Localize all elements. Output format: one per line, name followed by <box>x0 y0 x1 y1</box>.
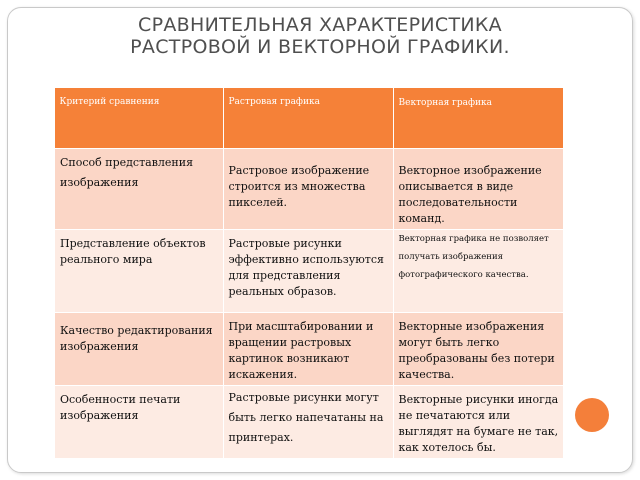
table-cell: Векторные рисунки иногда не печатаются или выглядят на бумаге не так, как хотелось бы. <box>393 386 563 459</box>
header-criterion: Критерий сравнения <box>54 88 223 149</box>
title-line-2: РАСТРОВОЙ И ВЕКТОРНОЙ ГРАФИКИ. <box>130 36 510 58</box>
table-cell: При масштабировании и вращении растровых картинок возникают искажения. <box>223 313 393 386</box>
title-line-1: СРАВНИТЕЛЬНАЯ ХАРАКТЕРИСТИКА <box>138 14 502 36</box>
table-row <box>54 149 563 230</box>
orange-circle-decoration <box>575 398 609 432</box>
table-cell: Растровое изображение строится из множества пикселей. <box>223 149 393 230</box>
table-header-row <box>54 88 563 149</box>
table-cell: Векторное изображение описывается в виде последовательности команд. <box>393 149 563 230</box>
table-row <box>54 386 563 459</box>
table-cell: Способ представления изображения <box>54 149 223 230</box>
table-row <box>54 230 563 313</box>
table-cell: Растровые рисунки могут быть легко напечатаны на принтерах. <box>223 386 393 459</box>
table-row <box>54 313 563 386</box>
table-cell: Векторные изображения могут быть легко преобразованы без потери качества. <box>393 313 563 386</box>
slide-title <box>40 14 600 58</box>
table-cell: Векторная графика не позволяет получать изображения фотографического качества. <box>393 230 563 313</box>
table-cell: Представление объектов реального мира <box>54 230 223 313</box>
header-vector: Векторная графика <box>393 88 563 149</box>
header-raster: Растровая графика <box>223 88 393 149</box>
comparison-table <box>53 87 564 459</box>
table-cell: Качество редактирования изображения <box>54 313 223 386</box>
table-cell: Особенности печати изображения <box>54 386 223 459</box>
table-cell: Растровые рисунки эффективно используются для представления реальных образов. <box>223 230 393 313</box>
